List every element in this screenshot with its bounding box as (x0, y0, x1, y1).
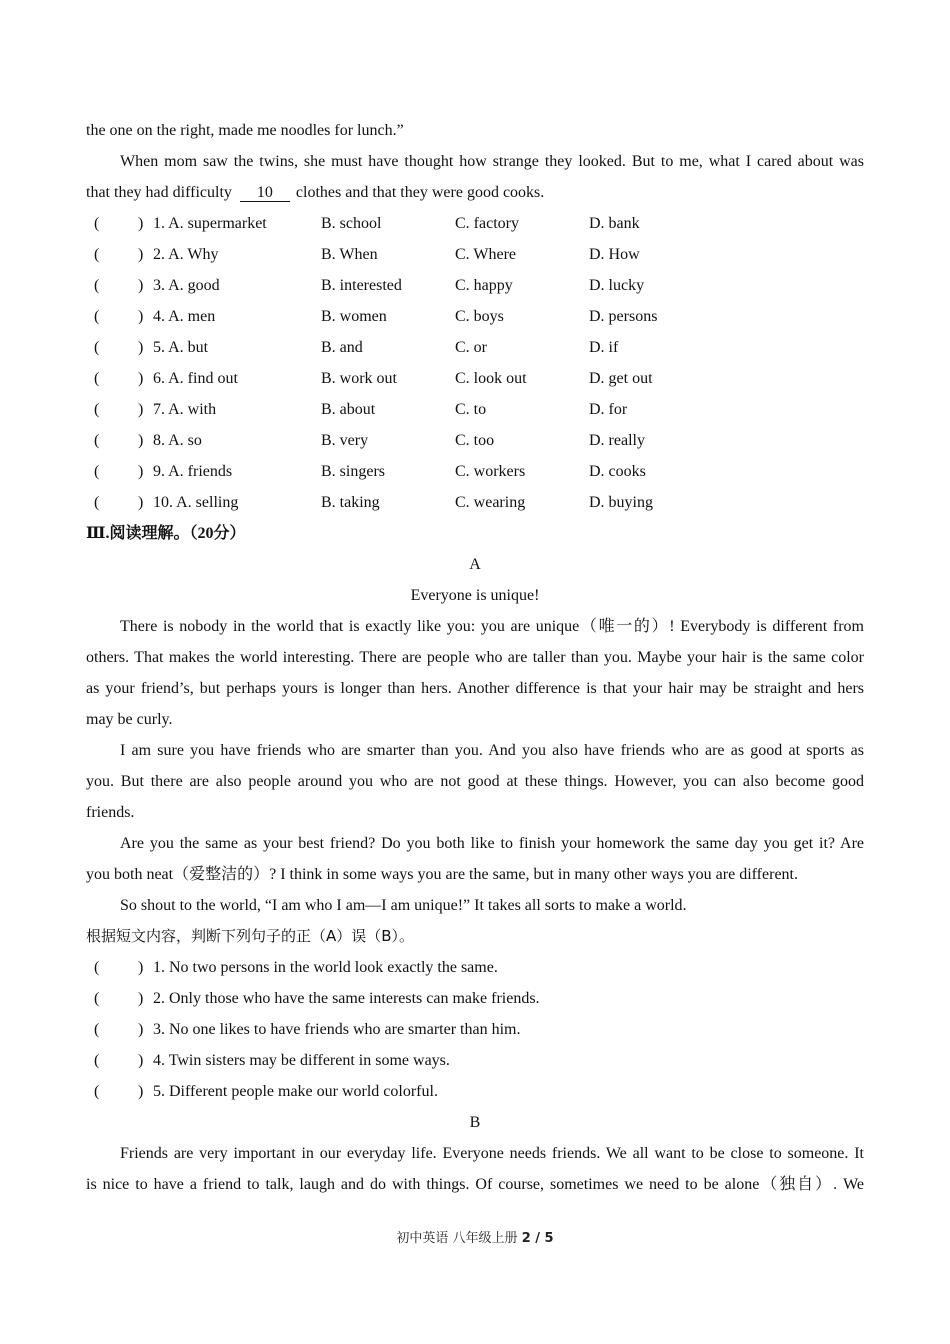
option-c: C. Where (455, 246, 517, 263)
judgement-list (86, 952, 864, 1107)
option-d: D. buying (589, 494, 653, 511)
passage-a-label: A (469, 556, 481, 573)
answer-paren-open: ( (94, 401, 100, 418)
passage-line: is nice to have a friend to talk, laugh and do with things. Of course, sometimes we need to be alone（独自）. We (86, 1176, 864, 1193)
section-heading: Ⅲ.阅读理解。（20分） (86, 525, 246, 542)
option-a: 9. A. friends (153, 463, 233, 480)
answer-paren-close: ) (138, 215, 144, 232)
cloze-question (86, 270, 864, 301)
cloze-question (86, 487, 864, 518)
cloze-question (86, 239, 864, 270)
option-c: C. factory (455, 215, 519, 232)
passage-line: I am sure you have friends who are smarter than you. And you also have friends who are as good at sports as (120, 742, 864, 759)
option-d: D. if (589, 339, 619, 356)
cloze-question (86, 301, 864, 332)
judgement-item (86, 1076, 864, 1107)
intro-line-1: the one on the right, made me noodles for lunch.” (86, 122, 404, 139)
judgement-statement: 5. Different people make our world colorful. (153, 1083, 438, 1100)
cloze-question (86, 394, 864, 425)
judgement-instruction: 根据短文内容，判断下列句子的正（A）误（B）。 (86, 927, 415, 945)
answer-paren-close: ) (138, 308, 144, 325)
answer-paren-open: ( (94, 1052, 100, 1069)
intro-line-3-before: that they had difficulty (86, 184, 232, 201)
answer-paren-close: ) (138, 432, 144, 449)
cloze-question (86, 332, 864, 363)
option-a: 1. A. supermarket (153, 215, 267, 232)
answer-paren-close: ) (138, 246, 144, 263)
option-c: C. wearing (455, 494, 526, 511)
judgement-item (86, 983, 864, 1014)
cloze-question (86, 208, 864, 239)
option-c: C. to (455, 401, 487, 418)
judgement-item (86, 1045, 864, 1076)
judgement-item (86, 952, 864, 983)
answer-paren-close: ) (138, 990, 144, 1007)
option-a: 3. A. good (153, 277, 220, 294)
option-a: 8. A. so (153, 432, 202, 449)
option-a: 4. A. men (153, 308, 216, 325)
passage-line: Friends are very important in our everyday life. Everyone needs friends. We all want to be close to someone. It (120, 1145, 864, 1162)
passage-line: There is nobody in the world that is exactly like you: you are unique（唯一的）! Everybody is different from (120, 618, 864, 635)
answer-paren-close: ) (138, 1083, 144, 1100)
answer-paren-close: ) (138, 463, 144, 480)
answer-paren-open: ( (94, 1021, 100, 1038)
answer-paren-open: ( (94, 339, 100, 356)
answer-paren-close: ) (138, 1052, 144, 1069)
option-b: B. singers (321, 463, 385, 480)
passage-line: you both neat（爱整洁的）? I think in some ways you are the same, but in many other ways you are different. (86, 866, 798, 883)
option-a: 5. A. but (153, 339, 209, 356)
answer-paren-close: ) (138, 959, 144, 976)
passage-line: may be curly. (86, 711, 173, 728)
option-c: C. boys (455, 308, 504, 325)
judgement-statement: 2. Only those who have the same interests can make friends. (153, 990, 540, 1007)
cloze-blank-10: 10 (240, 185, 290, 202)
option-a: 6. A. find out (153, 370, 238, 387)
judgement-item (86, 1014, 864, 1045)
answer-paren-close: ) (138, 401, 144, 418)
answer-paren-open: ( (94, 990, 100, 1007)
judgement-statement: 4. Twin sisters may be different in some ways. (153, 1052, 450, 1069)
option-d: D. bank (589, 215, 640, 232)
option-d: D. lucky (589, 277, 645, 294)
answer-paren-open: ( (94, 246, 100, 263)
passage-line: Are you the same as your best friend? Do you both like to finish your homework the same day you get it? Are (120, 835, 864, 852)
answer-paren-open: ( (94, 463, 100, 480)
cloze-question (86, 456, 864, 487)
option-c: C. workers (455, 463, 526, 480)
option-c: C. look out (455, 370, 527, 387)
passage-line: So shout to the world, “I am who I am—I am unique!” It takes all sorts to make a world. (120, 897, 687, 914)
intro-line-3 (86, 177, 864, 208)
intro-line-2: When mom saw the twins, she must have thought how strange they looked. But to me, what I cared about was (120, 153, 864, 170)
judgement-statement: 3. No one likes to have friends who are smarter than him. (153, 1021, 521, 1038)
passage-b-label: B (469, 1114, 481, 1131)
option-b: B. interested (321, 277, 402, 294)
option-d: D. get out (589, 370, 653, 387)
option-d: D. persons (589, 308, 658, 325)
answer-paren-open: ( (94, 432, 100, 449)
answer-paren-close: ) (138, 494, 144, 511)
passage-line: as your friend’s, but perhaps yours is longer than hers. Another difference is that your hair may be straight and hers (86, 680, 864, 697)
option-c: C. too (455, 432, 495, 449)
option-a: 10. A. selling (153, 494, 239, 511)
answer-paren-open: ( (94, 308, 100, 325)
passage-line: friends. (86, 804, 135, 821)
option-d: D. How (589, 246, 640, 263)
answer-paren-close: ) (138, 277, 144, 294)
page-number: 2 / 5 (521, 1231, 554, 1246)
option-b: B. taking (321, 494, 380, 511)
option-b: B. When (321, 246, 378, 263)
answer-paren-open: ( (94, 370, 100, 387)
option-b: B. very (321, 432, 369, 449)
passage-line: you. But there are also people around you who are not good at these things. However, you can also become good (86, 773, 864, 790)
option-b: B. work out (321, 370, 397, 387)
option-d: D. really (589, 432, 645, 449)
footer-text: 初中英语 八年级上册 (396, 1231, 518, 1246)
option-c: C. or (455, 339, 487, 356)
answer-paren-close: ) (138, 370, 144, 387)
answer-paren-open: ( (94, 959, 100, 976)
passage-line: others. That makes the world interesting. There are people who are taller than you. Maybe your hair is the same color (86, 649, 864, 666)
document-page (86, 115, 864, 1200)
option-d: D. cooks (589, 463, 646, 480)
option-a: 2. A. Why (153, 246, 219, 263)
judgement-statement: 1. No two persons in the world look exactly the same. (153, 959, 498, 976)
option-b: B. and (321, 339, 363, 356)
option-a: 7. A. with (153, 401, 217, 418)
answer-paren-open: ( (94, 494, 100, 511)
answer-paren-open: ( (94, 1083, 100, 1100)
answer-paren-open: ( (94, 277, 100, 294)
answer-paren-close: ) (138, 339, 144, 356)
option-b: B. school (321, 215, 382, 232)
answer-paren-open: ( (94, 215, 100, 232)
passage-a-title: Everyone is unique! (410, 587, 540, 604)
cloze-question (86, 425, 864, 456)
page-footer (0, 1227, 950, 1246)
option-b: B. women (321, 308, 387, 325)
option-c: C. happy (455, 277, 513, 294)
answer-paren-close: ) (138, 1021, 144, 1038)
option-d: D. for (589, 401, 628, 418)
option-b: B. about (321, 401, 376, 418)
intro-line-3-after: clothes and that they were good cooks. (295, 184, 545, 201)
cloze-question (86, 363, 864, 394)
cloze-question-list (86, 208, 864, 518)
